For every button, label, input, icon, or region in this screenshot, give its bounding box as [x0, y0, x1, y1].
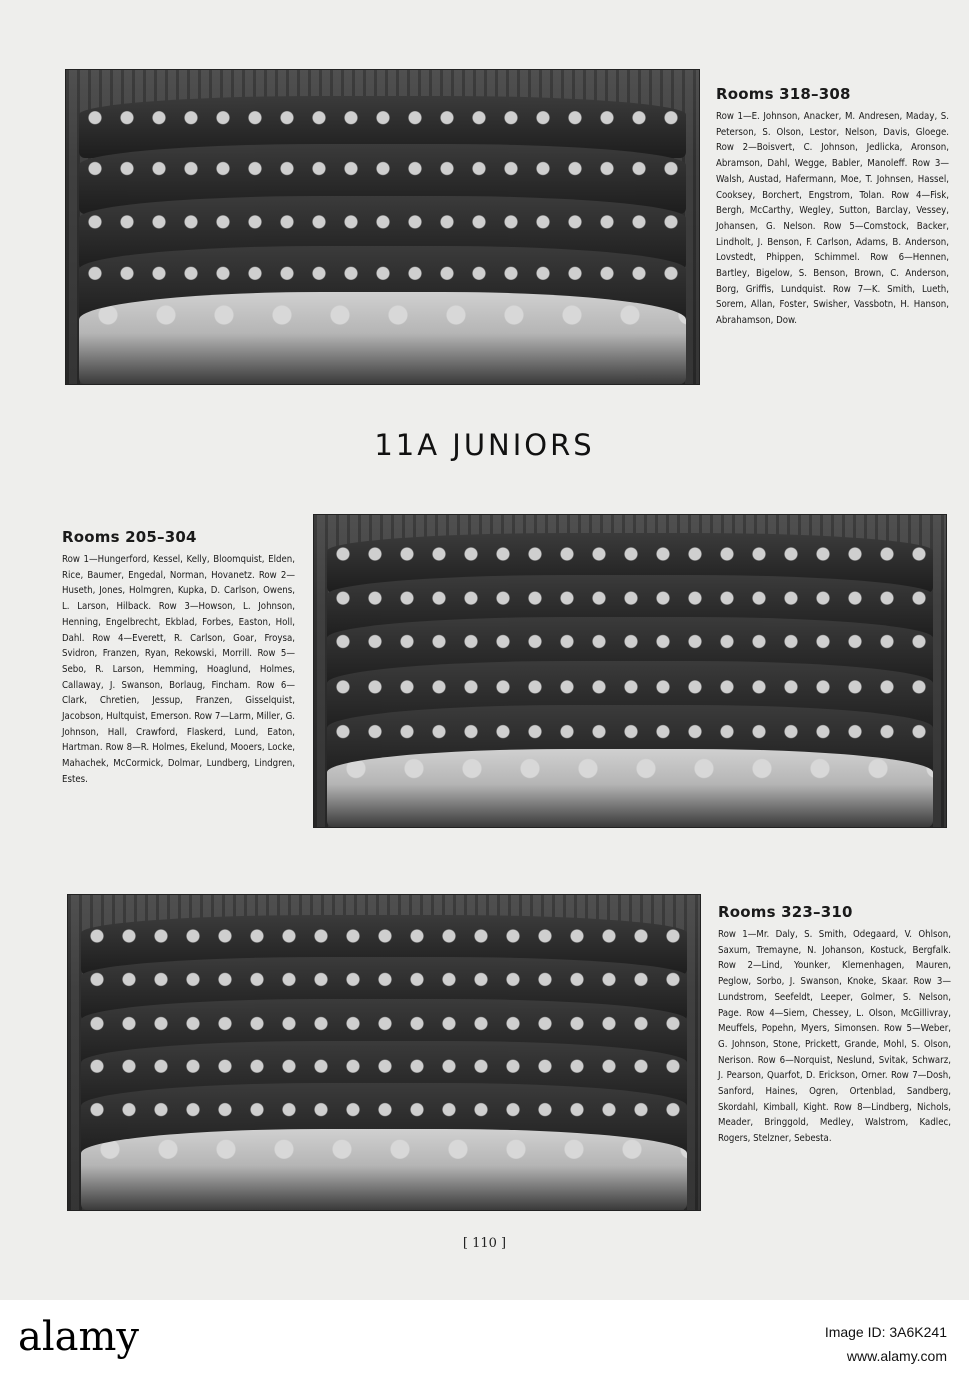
site-url: www.alamy.com	[846, 1348, 947, 1364]
footer-info	[825, 1320, 947, 1368]
class-photo-rooms-318-308	[65, 69, 700, 385]
caption-names: Row 1—Hungerford, Kessel, Kelly, Bloomquist, Elden, Rice, Baumer, Engedal, Norman, Hovanetz. Row 2—Huseth, Jones, Holmgren, Kupka, D. Carlson, Owens, L. Larson, Hilback. Row 3—Howson, L. Johnson, Henning, Engelbrecht, Ekblad, Forbes, Easton, Holl, Dahl. Row 4—Everett, R. Carlson, Goar, Froysa, Svidron, Franzen, Ryan, Rekowski, Morrill. Row 5—Sebo, R. Larson, Hemming, Hoaglund, Holmes, Callaway, J. Swanson, Borlaug, Fincham. Row 6—Clark, Chretien, Jessup, Franzen, Gisselquist, Jacobson, Hultquist, Emerson. Row 7—Larm, Miller, G. Johnson, Hall, Crawford, Flaskerd, Lund, Eaton, Hartman. Row 8—R. Holmes, Ekelund, Mooers, Locke, Mahachek, McCormick, Dolmar, Lundberg, Lindgren, Estes.	[62, 554, 295, 785]
caption-title: Rooms 323–310	[718, 903, 853, 921]
caption-title: Rooms 318–308	[716, 85, 851, 103]
alamy-logo: alamy	[18, 1314, 140, 1360]
class-photo-rooms-323-310	[67, 894, 701, 1211]
caption-title: Rooms 205–304	[62, 528, 197, 546]
caption-rooms-318-308	[716, 85, 949, 329]
stock-footer	[0, 1300, 969, 1390]
caption-rooms-205-304	[62, 528, 295, 788]
page-heading: 11A JUNIORS	[374, 428, 595, 462]
page-number: [ 110 ]	[462, 1236, 507, 1251]
caption-names: Row 1—E. Johnson, Anacker, M. Andresen, Maday, S. Peterson, S. Olson, Lestor, Nelson, Davis, Gloege. Row 2—Boisvert, C. Johnson, Jedlicka, Aronson, Abramson, Dahl, Wegge, Babler, Manoleff. Row 3—Walsh, Austad, Hafermann, Moe, T. Johnsen, Hassel, Cooksey, Borchert, Engstrom, Tolan. Row 4—Fisk, Bergh, McCarthy, Wegley, Sutton, Barclay, Vessey, Johansen, G. Nelson. Row 5—Comstock, Backer, Lindholt, J. Benson, F. Carlson, Adams, B. Anderson, Lovstedt, Phippen, Schimmel. Row 6—Hennen, Bartley, Bigelow, S. Benson, Brown, C. Anderson, Borg, Griffis, Lundquist. Row 7—K. Smith, Lueth, Sorem, Allan, Foster, Swisher, Vassbotn, H. Hanson, Abrahamson, Dow.	[716, 111, 949, 327]
image-id: Image ID: 3A6K241	[824, 1324, 947, 1340]
caption-rooms-323-310	[718, 903, 951, 1147]
caption-names: Row 1—Mr. Daly, S. Smith, Odegaard, V. Ohlson, Saxum, Tremayne, N. Johanson, Kostuck, Bergfalk. Row 2—Lind, Younker, Klemenhagen, Mauren, Peglow, Sorbo, J. Swanson, Knoke, Skaar. Row 3—Lundstrom, Seefeldt, Leeper, Golmer, S. Nelson, Page. Row 4—Siem, Chessey, L. Olson, McGillivray, Meuffels, Popehn, Myers, Simonsen. Row 5—Weber, G. Johnson, Stone, Prickett, Grande, Mohl, S. Olson, Nerison. Row 6—Norquist, Neslund, Svitak, Schwarz, J. Pearson, Quarfot, D. Erickson, Orner. Row 7—Dosh, Sanford, Haines, Ogren, Ortenblad, Sandberg, Skordahl, Kimball, Kight. Row 8—Lindberg, Nichols, Meader, Bringgold, Medley, Walstrom, Kadlec, Rogers, Stelzner, Sebesta.	[718, 929, 951, 1145]
class-photo-rooms-205-304	[313, 514, 947, 828]
